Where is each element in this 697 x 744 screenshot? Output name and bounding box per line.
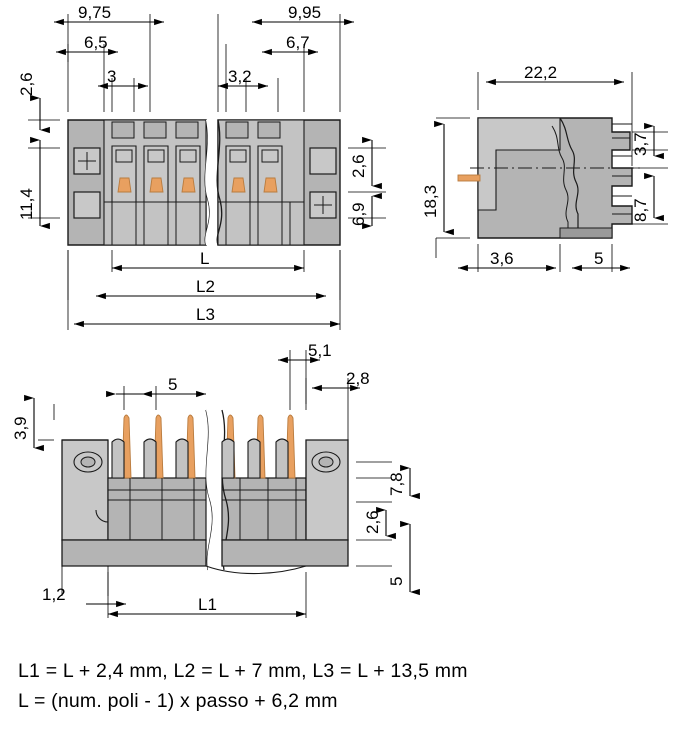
dim-L1 [108,595,306,614]
dim-6-7 [262,33,318,52]
dim-L2 [96,277,326,296]
dim-label: 6,9 [349,202,368,226]
dim-label: 2,6 [363,510,382,534]
dim-11-4 [17,140,40,226]
dim-label: 11,4 [17,188,36,220]
dim-label: 18,3 [421,184,440,218]
dim-label: 2,8 [346,369,370,388]
dim-label: 6,5 [84,33,108,52]
dim-L3 [74,305,340,324]
dim-label: L [200,249,210,268]
dim-label: 6,7 [286,33,310,52]
dim-label: 3,7 [631,132,650,156]
dim-label: 3,6 [490,249,514,268]
front-view-right-body [206,410,348,574]
dim-7-8 [387,468,410,496]
dim-3-9 [11,398,34,448]
top-view-right-body [217,120,340,245]
front-view-group [11,341,410,618]
note-line-1: L1 = L + 2,4 mm, L2 = L + 7 mm, L3 = L + 13,5 mm [18,660,468,682]
dim-label: 2,6 [349,154,368,178]
dim-9-95 [252,3,354,22]
dim-label: 22,2 [524,63,558,82]
dim-2-6-right [349,140,372,186]
dim-label: 5 [168,375,178,394]
dim-label: L3 [196,305,215,324]
dim-3-2 [218,67,268,86]
dim-label: 9,75 [78,3,112,22]
dim-label: L2 [196,277,215,296]
dim-label: 8,7 [631,198,650,222]
dim-5-side [572,249,630,268]
dim-L [112,249,304,268]
dim-22-2 [486,63,624,82]
dim-2-6-bottom [363,510,386,536]
front-view-left-body [62,410,222,570]
dim-label: 3,2 [228,67,252,86]
dim-2-8 [312,369,370,388]
dim-8-7 [631,176,654,222]
top-view-group [17,3,386,330]
dim-3-6 [458,249,556,268]
dim-5-pitch [116,375,206,394]
dim-label: 2,6 [17,72,36,96]
dim-18-3 [421,124,444,232]
dim-label: 5 [387,576,406,586]
dim-label: 1,2 [42,585,66,604]
dim-9-75 [54,3,164,22]
dim-label: L1 [198,595,217,614]
dim-label: 3 [107,67,117,86]
dim-3 [98,67,148,86]
dim-6-5 [56,33,118,52]
dim-label: 7,8 [387,472,406,496]
dim-6-9 [349,196,372,226]
side-view-group [421,63,668,272]
dim-1-2 [42,585,126,604]
note-line-2: L = (num. poli - 1) x passo + 6,2 mm [18,690,338,712]
dim-label: 9,95 [288,3,322,22]
dim-label: 3,9 [11,416,30,440]
dim-label: 5 [594,249,604,268]
dim-5-1 [278,341,332,360]
top-view-left-body [68,120,218,245]
dim-3-7 [631,126,654,156]
dim-2-6-left [17,72,40,130]
dim-5-vertical [387,524,410,592]
dim-label: 5,1 [308,341,332,360]
